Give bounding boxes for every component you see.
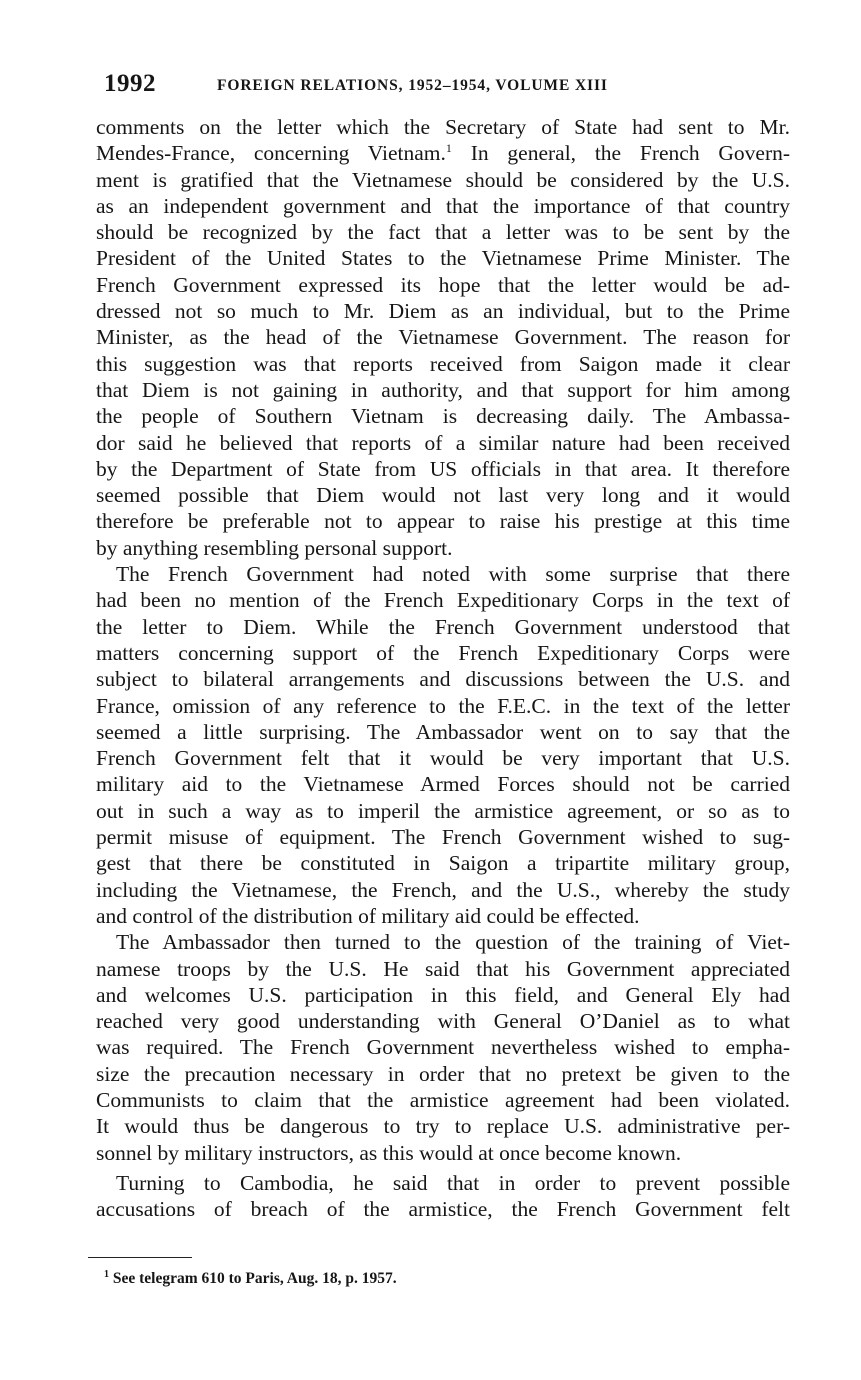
text-line: accusations of breach of the armistice, the French Government felt (96, 1197, 790, 1222)
text-line: the letter to Diem. While the French Government understood that (96, 614, 790, 639)
footnote-divider (88, 1257, 192, 1258)
footnote-marker: 1 (104, 1268, 109, 1280)
text-line: French Government felt that it would be very important that U.S. (96, 746, 790, 771)
text-line: comments on the letter which the Secretary of State had sent to Mr. (96, 115, 790, 139)
text-line: gest that there be constituted in Saigon a tripartite military group, (96, 851, 790, 876)
text-line: Turning to Cambodia, he said that in order to prevent possible (116, 1170, 790, 1195)
text-line: out in such a way as to imperil the armistice agreement, or so as to (96, 798, 790, 823)
text-line: size the precaution necessary in order that no pretext be given to the (96, 1061, 790, 1086)
paragraph (96, 561, 790, 929)
text-line: Minister, as the head of the Vietnamese Government. The reason for (96, 325, 790, 350)
footnote (104, 1270, 397, 1288)
text-line: the people of Southern Vietnam is decreasing daily. The Ambassa- (96, 404, 790, 429)
text-line: and welcomes U.S. participation in this field, and General Ely had (96, 982, 790, 1007)
footnote-reference: 1 (445, 141, 452, 156)
text-line: that Diem is not gaining in authority, and that support for him among (96, 377, 790, 402)
text-line (96, 140, 790, 166)
text-line: reached very good understanding with General O’Daniel as to what (96, 1009, 790, 1034)
text-line: President of the United States to the Vietnamese Prime Minister. The (96, 246, 790, 271)
text-segment: Mendes-France, concerning Vietnam. (96, 141, 446, 166)
text-line: namese troops by the U.S. He said that his Government appreciated (96, 956, 790, 981)
text-segment: In general, the French Govern- (470, 141, 791, 166)
text-line: Communists to claim that the armistice agreement had been violated. (96, 1087, 790, 1112)
running-title: FOREIGN RELATIONS, 1952–1954, VOLUME XIII (217, 77, 608, 94)
text-line: military aid to the Vietnamese Armed Forces should not be carried (96, 772, 790, 797)
text-line: permit misuse of equipment. The French Government wished to sug- (96, 825, 790, 850)
paragraph (96, 929, 790, 1166)
text-line: was required. The French Government nevertheless wished to empha- (96, 1035, 790, 1060)
page-number: 1992 (104, 70, 156, 97)
text-line: therefore be preferable not to appear to raise his prestige at this time (96, 509, 790, 534)
running-head (104, 70, 764, 100)
text-line: sonnel by military instructors, as this would at once become known. (96, 1140, 682, 1165)
text-line: including the Vietnamese, the French, and the U.S., whereby the study (96, 877, 790, 902)
text-line: and control of the distribution of military aid could be effected. (96, 903, 640, 928)
text-line: by anything resembling personal support. (96, 535, 453, 560)
text-line: should be recognized by the fact that a letter was to be sent by the (96, 220, 790, 245)
text-line: French Government expressed its hope that the letter would be ad- (96, 272, 790, 297)
text-line: dressed not so much to Mr. Diem as an individual, but to the Prime (96, 299, 790, 324)
text-line: by the Department of State from US officials in that area. It therefore (96, 456, 790, 481)
text-line: France, omission of any reference to the F.E.C. in the text of the letter (96, 693, 790, 718)
text-line: The Ambassador then turned to the question of the training of Viet- (116, 930, 790, 955)
text-line: ment is gratified that the Vietnamese should be considered by the U.S. (96, 167, 790, 192)
text-line: The French Government had noted with some surprise that there (116, 562, 790, 587)
text-line: had been no mention of the French Expeditionary Corps in the text of (96, 588, 790, 613)
paragraph (96, 1170, 790, 1223)
paragraph (96, 114, 790, 561)
text-line: this suggestion was that reports received from Saigon made it clear (96, 351, 790, 376)
text-line: matters concerning support of the French Expeditionary Corps were (96, 640, 790, 665)
text-line: dor said he believed that reports of a similar nature had been received (96, 430, 790, 455)
body-text (96, 114, 790, 1222)
footnote-text: See telegram 610 to Paris, Aug. 18, p. 1957. (112, 1270, 397, 1287)
text-line: It would thus be dangerous to try to replace U.S. administrative per- (96, 1114, 790, 1139)
text-line: seemed a little surprising. The Ambassador went on to say that the (96, 719, 790, 744)
text-line: seemed possible that Diem would not last very long and it would (96, 483, 790, 508)
text-line: as an independent government and that the importance of that country (96, 193, 790, 218)
text-line: subject to bilateral arrangements and discussions between the U.S. and (96, 667, 790, 692)
